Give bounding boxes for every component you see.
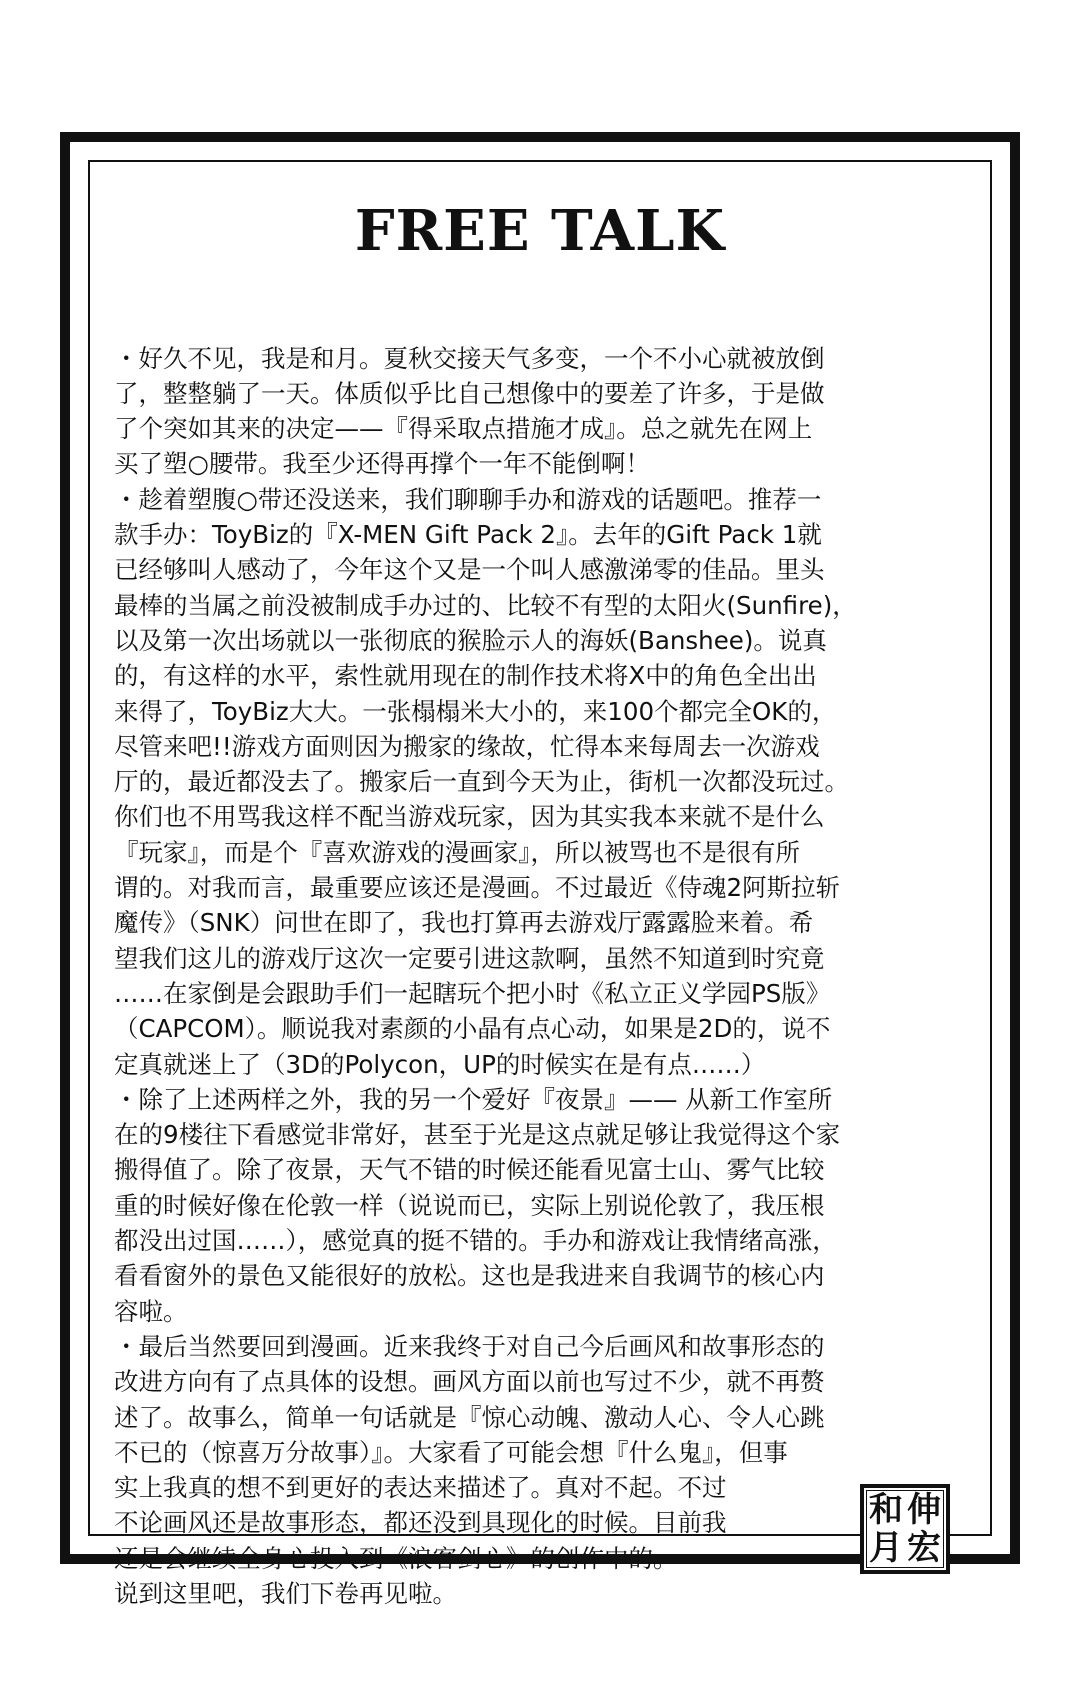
page-border [60,132,1020,1608]
free-talk-body [114,270,974,1682]
seal-char: 月 [869,1528,903,1568]
inner-border [88,160,992,1608]
author-seal [860,1484,950,1574]
paragraph-1: ・好久不见，我是和月。夏秋交接天气多变，一个不小心就被放倒 了，整整躺了一天。体质似乎比自己想像中的要差了许多，于是做 了个突如其来的决定——『得采取点措施才成』。总之就先在网上 买了塑○腰带。我至少还得再撑个一年不能倒啊！ [114,343,825,479]
paragraph-2: ・趁着塑腹○带还没送来，我们聊聊手办和游戏的话题吧。推荐一 款手办：ToyBiz的『X-MEN Gift Pack 2』。去年的Gift Pack 1就 已经够叫人感动了，今年这个又是一个叫人感激涕零的佳品。里头 最棒的当属之前没被制成手办过的、比较不有型的太阳火(Sunfire)， 以及第一次出场就以一张彻底的猴脸示人的海妖(Banshee)。说真 的，有这样的水平，索性就用现在的制作技术将X中的角色全出出 来得了，ToyBiz大大。一张榻榻米大小的，来100个都完全OK的， 尽管来吧!!游戏方面则因为搬家的缘故，忙得本来每周去一次游戏 厅的，最近都没去了。搬家后一直到今天为止，街机一次都没玩过。 你们也不用骂我这样不配当游戏玩家，因为其实我本来就不是什么 『玩家』，而是个『喜欢游戏的漫画家』，所以被骂也不是很有所 谓的。对我而言，最重要应该还是漫画。不过最近《侍魂2阿斯拉斩 魔传》（SNK）问世在即了，我也打算再去游戏厅露露脸来着。希 望我们这儿的游戏厅这次一定要引进这款啊，虽然不知道到时究竟 ……在家倒是会跟助手们一起瞎玩个把小时《私立正义学园PS版》 （CAPCOM）。顺说我对素颜的小晶有点心动，如果是2D的，说不 定真就迷上了（3D的Polycon，UP的时候实在是有点……） [114,484,857,1079]
seal-char: 伸 [907,1490,941,1530]
page-title: FREE TALK [354,198,726,264]
paragraph-3: ・除了上述两样之外，我的另一个爱好『夜景』—— 从新工作室所 在的9楼往下看感觉非常好，甚至于光是这点就足够让我觉得这个家 搬得值了。除了夜景，天气不错的时候还能看见富士山、雾气比较 重的时候好像在伦敦一样（说说而已，实际上别说伦敦了，我压根 都没出过国……），感觉真的挺不错的。手办和游戏让我情绪高涨， 看看窗外的景色又能很好的放松。这也是我进来自我调节的核心内 容啦。 [114,1084,841,1326]
seal-char: 和 [869,1490,903,1530]
seal-char: 宏 [907,1528,941,1568]
paragraph-4: ・最后当然要回到漫画。近来我终于对自己今后画风和故事形态的 改进方向有了点具体的设想。画风方面以前也写过不少，就不再赘 述了。故事么，简单一句话就是『惊心动魄、激动人心、令人心跳 不已的（惊喜万分故事）』。大家看了可能会想『什么鬼』，但事 实上我真的想不到更好的表达来描述了。真对不起。不过 不论画风还是故事形态，都还没到具现化的时候。目前我 还是会继续全身心投入到《浪客剑心》的创作中的。 说到这里吧，我们下卷再见啦。 [114,1331,825,1608]
